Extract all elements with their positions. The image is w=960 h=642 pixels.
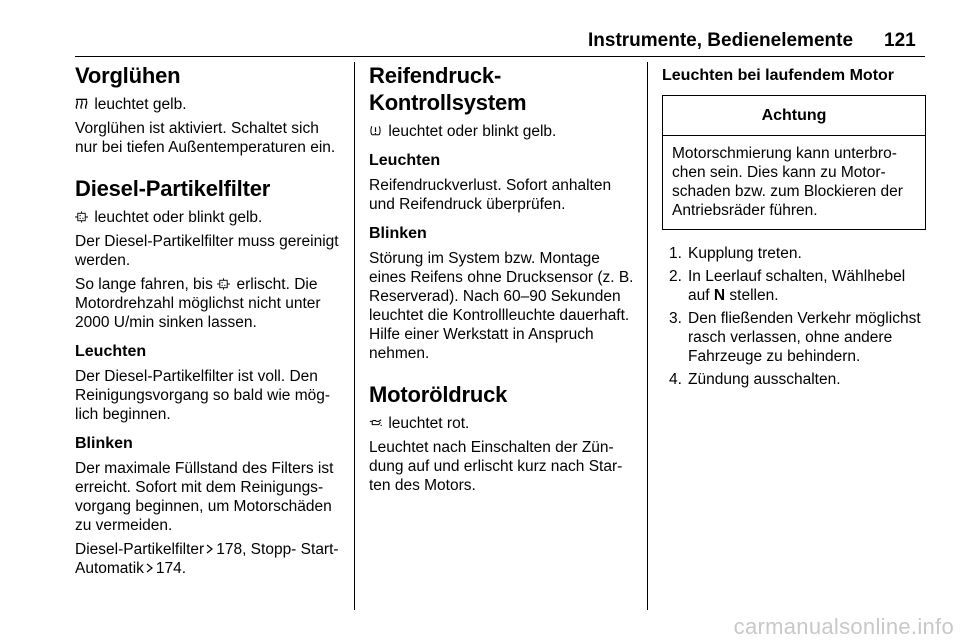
paragraph	[75, 208, 343, 227]
subheading-laufend: Leuchten bei laufendem Motor	[662, 67, 895, 84]
header-rule	[75, 56, 925, 57]
paragraph: Der Diesel-Partikelfilter ist voll. Den Reinigungsvorgang so bald wie möglich beginnen.	[75, 368, 331, 423]
column-left	[75, 62, 343, 583]
header-title: Instrumente, Bedienelemente	[588, 30, 854, 51]
heading-dpf: Diesel-Partikelfilter	[75, 176, 271, 201]
tire-pressure-icon	[369, 125, 382, 137]
heading-motoroeldruck: Motoröldruck	[369, 382, 508, 407]
step-text: Zündung ausschalten.	[688, 371, 841, 388]
paragraph	[369, 122, 635, 141]
icon-text: leuchtet gelb.	[94, 96, 187, 113]
subheading-leuchten: Leuchten	[369, 152, 441, 169]
particle-filter-icon	[217, 278, 230, 290]
step-number: 2.	[669, 268, 682, 285]
list-item	[662, 244, 926, 263]
icon-text: leuchtet oder blinkt gelb.	[388, 123, 557, 140]
step-text: stellen.	[729, 287, 779, 304]
subheading-blinken: Blinken	[369, 225, 427, 242]
text: So lange fahren, bis	[75, 276, 213, 293]
list-item	[662, 267, 926, 305]
heading-reifendruck: Reifendruck-Kontrollsystem	[369, 63, 527, 115]
heading-vorgluehen: Vorglühen	[75, 63, 181, 88]
column-right	[662, 62, 926, 393]
step-number: 4.	[669, 371, 682, 388]
subheading-blinken: Blinken	[75, 435, 133, 452]
warning-box	[662, 95, 926, 230]
paragraph	[75, 540, 343, 578]
page-reference-icon	[206, 544, 213, 554]
page-number: 121	[884, 30, 916, 51]
column-middle	[369, 62, 635, 500]
column-divider	[647, 62, 648, 610]
text: erlischt. Die Motordrehzahl möglichst nicht unter 2000 U/min sinken lassen.	[75, 276, 321, 331]
icon-text: leuchtet oder blinkt gelb.	[94, 209, 263, 226]
paragraph: Reifendruckverlust. Sofort anhalten und Reifendruck überprüfen.	[369, 177, 612, 213]
icon-text: leuchtet rot.	[388, 415, 470, 432]
step-text: Kupplung treten.	[688, 245, 802, 262]
paragraph	[75, 95, 343, 114]
subheading-leuchten: Leuchten	[75, 343, 147, 360]
warning-body: Motorschmierung kann unterbrochen sein. Dies kann zu Motorschaden bzw. zum Blockieren der Antriebsräder führen.	[672, 145, 903, 219]
column-divider	[354, 62, 355, 610]
warning-title: Achtung	[663, 96, 925, 136]
paragraph: Vorglühen ist aktiviert. Schaltet sich nur bei tiefen Außentemperaturen ein.	[75, 120, 336, 156]
steps-list	[662, 244, 926, 389]
oil-can-icon	[369, 417, 382, 429]
paragraph	[369, 414, 635, 433]
step-text: Den fließenden Verkehr möglichst rasch verlassen, ohne andere Fahrzeuge zu behindern.	[688, 310, 921, 365]
step-text: In Leerlauf schalten, Wählhebel auf	[688, 268, 906, 304]
page-ref: 178, Stopp-	[216, 541, 297, 558]
paragraph: Störung im System bzw. Montage eines Reifens ohne Drucksensor (z. B. Reserverad). Nach 60–90 Sekunden leuchtet die Kontrollleuchte dauerhaft. Hilfe einer Werkstatt in Anspruch nehmen.	[369, 250, 634, 362]
gear-label: N	[713, 287, 726, 304]
paragraph: Der Diesel-Partikelfilter muss gereinigt werden.	[75, 233, 339, 269]
page-ref: 174.	[155, 560, 187, 577]
paragraph: Der maximale Füllstand des Filters ist erreicht. Sofort mit dem Reinigungsvorgang beginnen, um Motorschäden zu vermeiden.	[75, 460, 334, 534]
list-item	[662, 370, 926, 389]
cross-reference[interactable]: Diesel-Partikelfilter	[75, 541, 205, 558]
page-reference-icon	[146, 563, 153, 573]
list-item	[662, 309, 926, 366]
paragraph	[75, 275, 343, 332]
page-header	[0, 0, 960, 58]
cross-reference[interactable]: Start-Automatik	[75, 541, 339, 577]
step-number: 3.	[669, 310, 682, 327]
glow-plug-icon	[75, 98, 88, 110]
particle-filter-icon	[75, 211, 88, 223]
step-number: 1.	[669, 245, 682, 262]
paragraph: Leuchtet nach Einschalten der Zündung auf und erlischt kurz nach Starten des Motors.	[369, 439, 623, 494]
watermark: carmanualsonline.info	[733, 614, 954, 639]
